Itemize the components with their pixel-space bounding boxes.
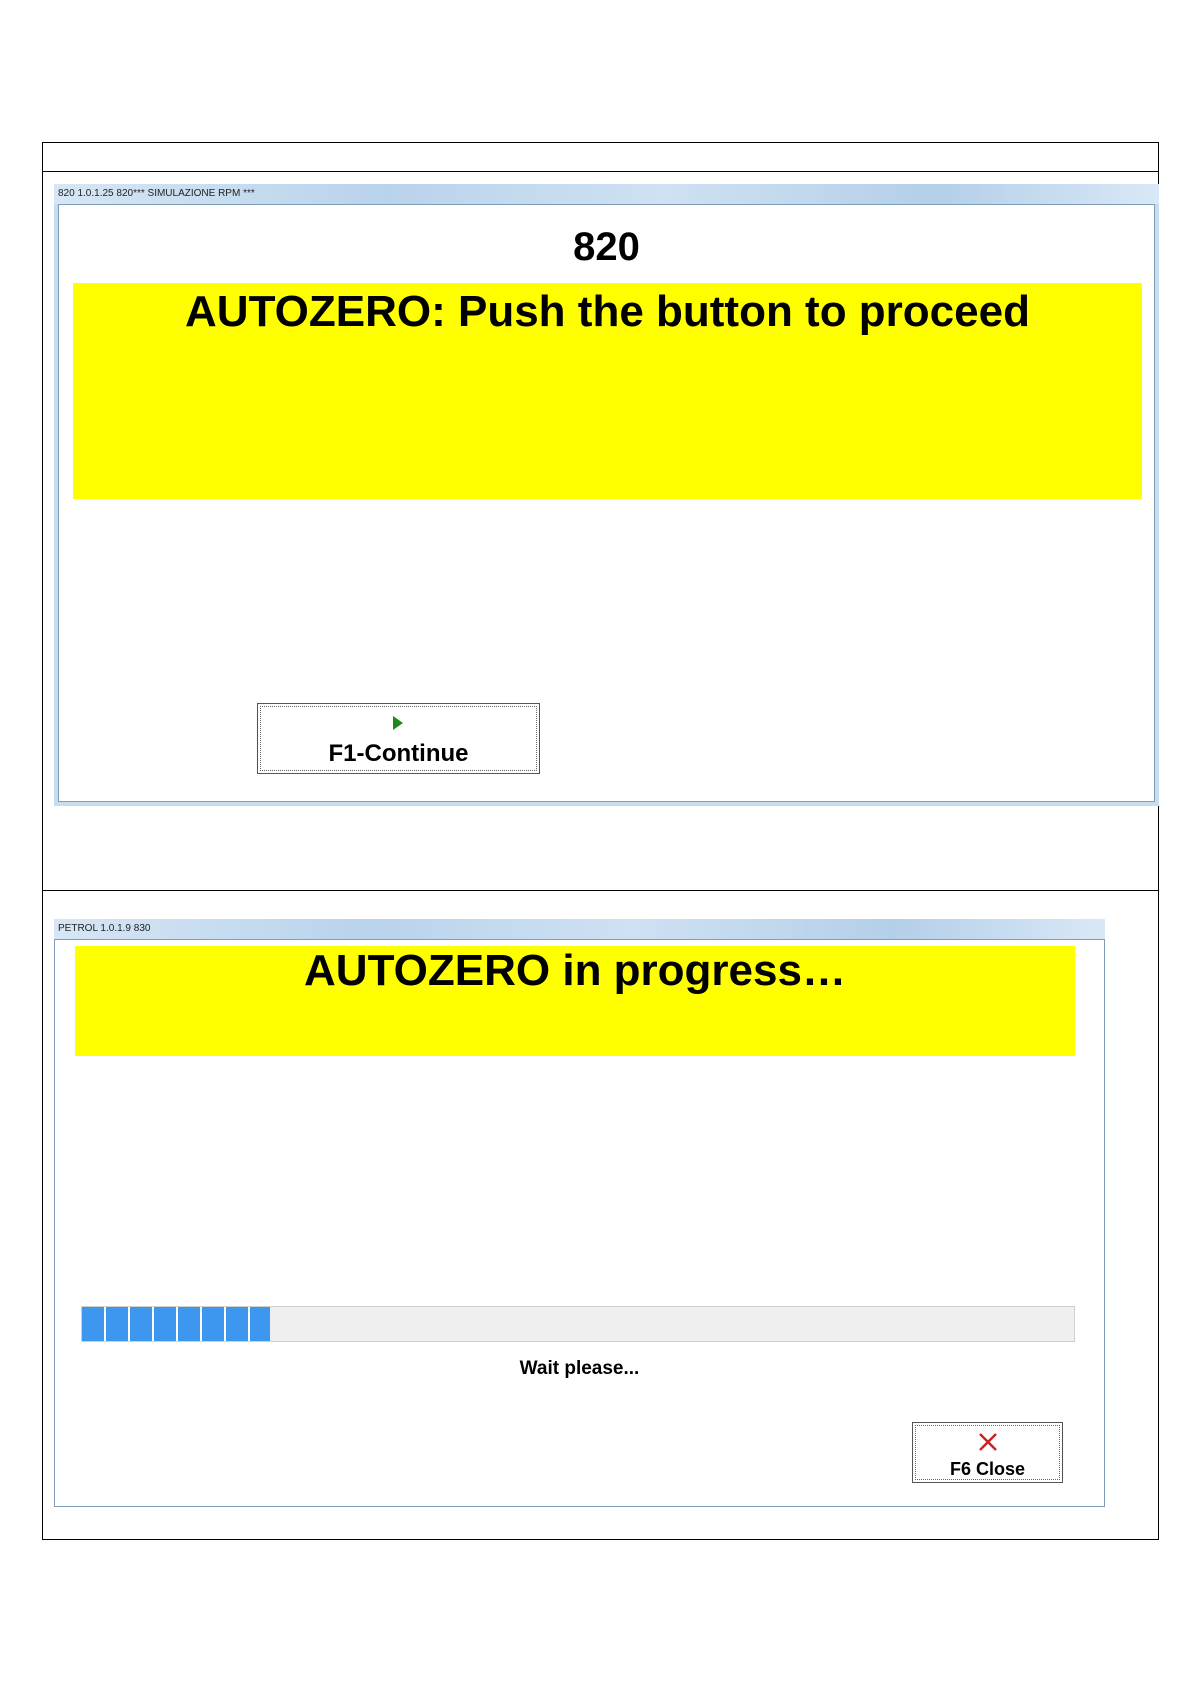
- progress-bar-fill: [82, 1307, 270, 1341]
- autozero-message: AUTOZERO: Push the button to proceed: [185, 287, 1030, 336]
- window-frame-bottom: [54, 802, 1159, 806]
- continue-button-label: F1-Continue: [328, 740, 469, 767]
- autozero-progress-message: AUTOZERO in progress…: [304, 946, 846, 995]
- window-title-bar: PETROL 1.0.1.9 830: [54, 919, 1105, 939]
- table-row-divider: [43, 890, 1158, 891]
- progress-bar: [81, 1306, 1075, 1342]
- device-number: 820: [573, 225, 640, 269]
- continue-button[interactable]: [257, 703, 540, 774]
- message-panel: [75, 946, 1075, 1056]
- window-client-area: [58, 204, 1155, 802]
- table-header-row: [43, 143, 1158, 172]
- close-button[interactable]: [912, 1422, 1063, 1483]
- window-title-bar: 820 1.0.1.25 820*** SIMULAZIONE RPM ***: [54, 184, 1159, 204]
- close-button-label: F6 Close: [949, 1459, 1026, 1479]
- message-panel: [73, 283, 1142, 499]
- play-icon: [393, 716, 403, 730]
- window-client-area: [54, 939, 1105, 1507]
- autozero-prompt-window: [54, 184, 1159, 806]
- autozero-progress-window: [54, 919, 1105, 1511]
- status-text: Wait please...: [519, 1358, 640, 1379]
- close-icon: [976, 1430, 1000, 1454]
- window-frame-right: [1155, 204, 1159, 806]
